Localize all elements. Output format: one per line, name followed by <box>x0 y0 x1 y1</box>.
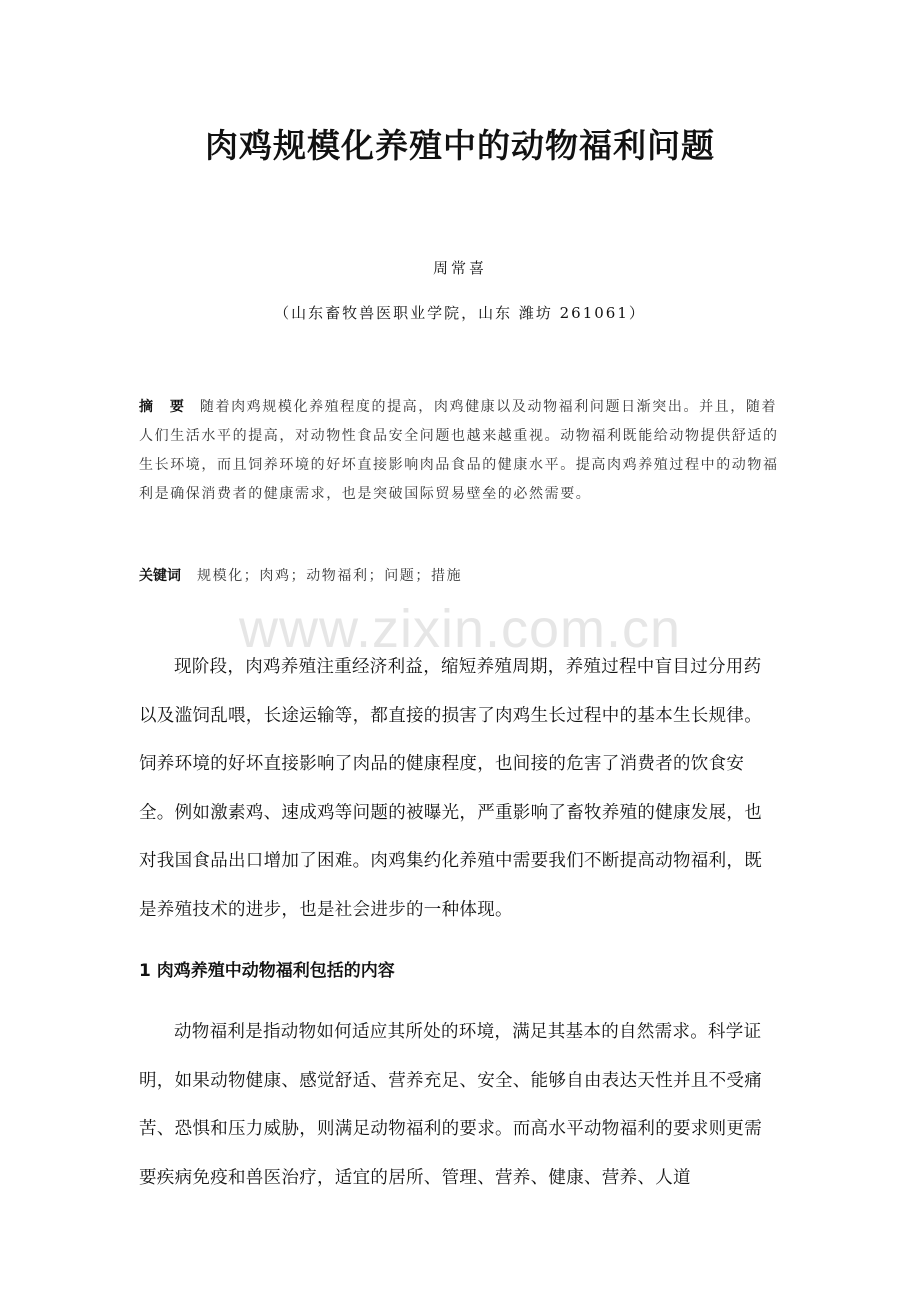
body-paragraph-definition: 动物福利是指动物如何适应其所处的环境，满足其基本的自然需求。科学证明，如果动物健康、感觉舒适、营养充足、安全、能够自由表达天性并且不受痛苦、恐惧和压力威胁，则满足动物福利的要求。而高水平动物福利的要求则更需要疾病免疫和兽医治疗，适宜的居所、管理、营养、健康、营养、人道 <box>139 1022 762 1188</box>
abstract-text: 随着肉鸡规模化养殖程度的提高，肉鸡健康以及动物福利问题日渐突出。并且，随着人们生活水平的提高，对动物性食品安全问题也越来越重视。动物福利既能给动物提供舒适的生长环境，而且饲养环境的好坏直接影响肉品食品的健康水平。提高肉鸡养殖过程中的动物福利是确保消费者的健康需求，也是突破国际贸易壁垒的必然需要。 <box>139 399 779 502</box>
section-heading: 1 肉鸡养殖中动物福利包括的内容 <box>139 961 395 981</box>
keywords-text: 规模化；肉鸡；动物福利；问题；措施 <box>197 568 463 584</box>
paper-title: 肉鸡规模化养殖中的动物福利问题 <box>205 126 715 165</box>
abstract <box>139 393 789 509</box>
author-name: 周常喜 <box>432 259 487 277</box>
keywords <box>139 565 789 585</box>
body-paragraph-intro: 现阶段，肉鸡养殖注重经济利益，缩短养殖周期，养殖过程中盲目过分用药以及滥饲乱喂，长途运输等，都直接的损害了肉鸡生长过程中的基本生长规律。饲养环境的好坏直接影响了肉品的健康程度，也间接的危害了消费者的饮食安全。例如激素鸡、速成鸡等问题的被曝光，严重影响了畜牧养殖的健康发展，也对我国食品出口增加了困难。肉鸡集约化养殖中需要我们不断提高动物福利，既是养殖技术的进步，也是社会进步的一种体现。 <box>139 657 762 920</box>
author-affiliation: （山东畜牧兽医职业学院，山东 潍坊 261061） <box>274 304 646 322</box>
watermark: www.zixin.com.cn <box>238 599 682 659</box>
keywords-label: 关键词 <box>139 568 181 584</box>
abstract-label: 摘 要 <box>139 399 190 415</box>
